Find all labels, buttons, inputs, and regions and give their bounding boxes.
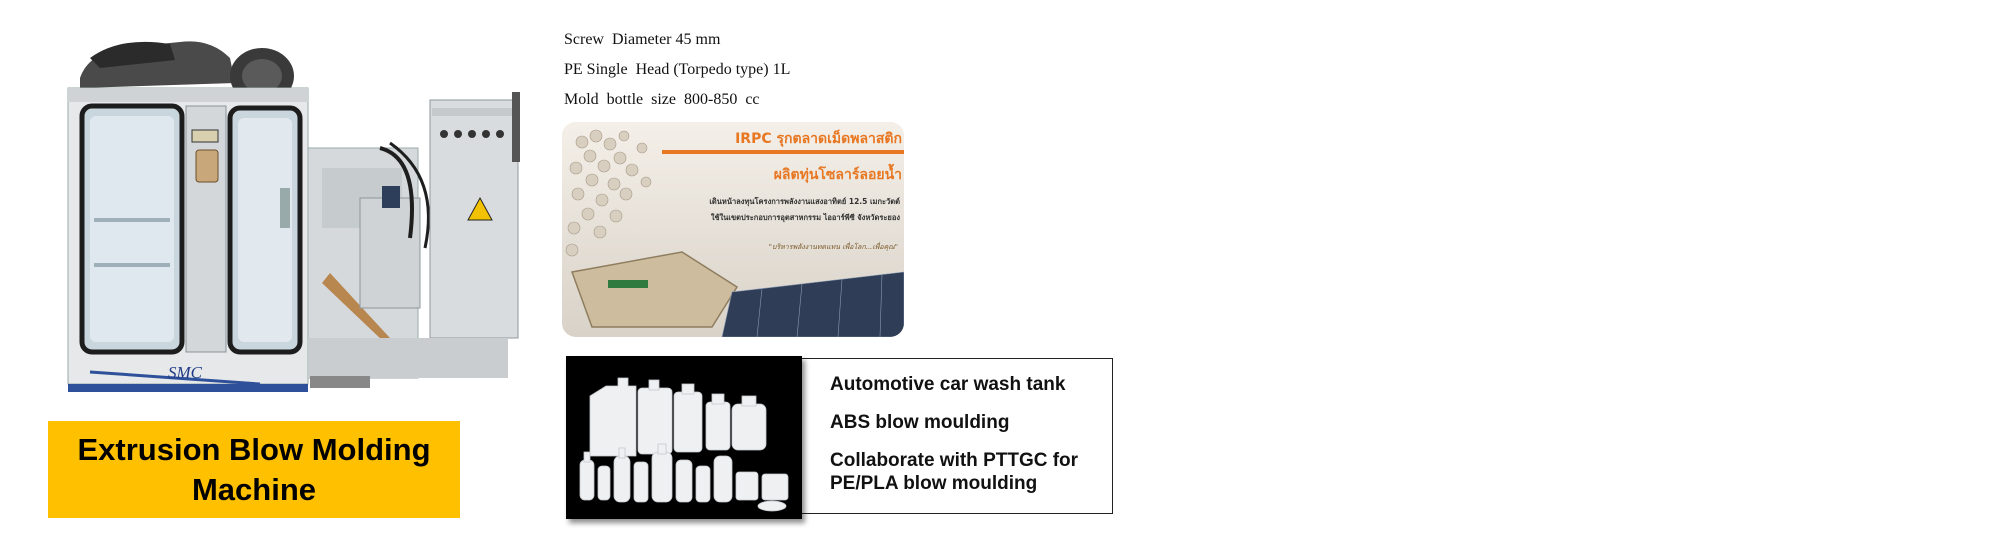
news-subheadline: ผลิตทุ่นโซลาร์ลอยน้ำ xyxy=(773,167,902,183)
spec-head-type: PE Single Head (Torpedo type) 1L xyxy=(564,61,791,78)
machine-photo xyxy=(60,38,535,410)
product-line-abs-blow-moulding: ABS blow moulding xyxy=(830,412,1010,433)
news-body-line-1: เดินหน้าลงทุนโครงการพลังงานแสงอาทิตย์ 12.5 เมกะวัตต์ xyxy=(709,197,900,206)
product-line-pttgc-collaboration: Collaborate with PTTGC for PE/PLA blow moulding xyxy=(830,450,1079,494)
brand-label: SMC xyxy=(168,363,202,382)
spec-screw-diameter: Screw Diameter 45 mm xyxy=(564,31,721,48)
news-body-line-2: ใช้ในเขตประกอบการอุตสาหกรรม ไออาร์พีซี จังหวัดระยอง xyxy=(710,213,900,222)
machine-caption xyxy=(48,421,460,518)
news-headline: IRPC รุกตลาดเม็ดพลาสติก xyxy=(735,131,902,147)
product-line-car-wash-tank: Automotive car wash tank xyxy=(830,374,1066,395)
spec-mold-size: Mold bottle size 800-850 cc xyxy=(564,91,760,108)
news-quote: "บริหารพลังงานทดแทน เพื่อโลก...เพื่อคุณ" xyxy=(768,243,898,251)
caption-text: Extrusion Blow Molding Machine xyxy=(77,431,431,507)
bottles-photo xyxy=(566,356,802,519)
news-image xyxy=(562,122,904,337)
